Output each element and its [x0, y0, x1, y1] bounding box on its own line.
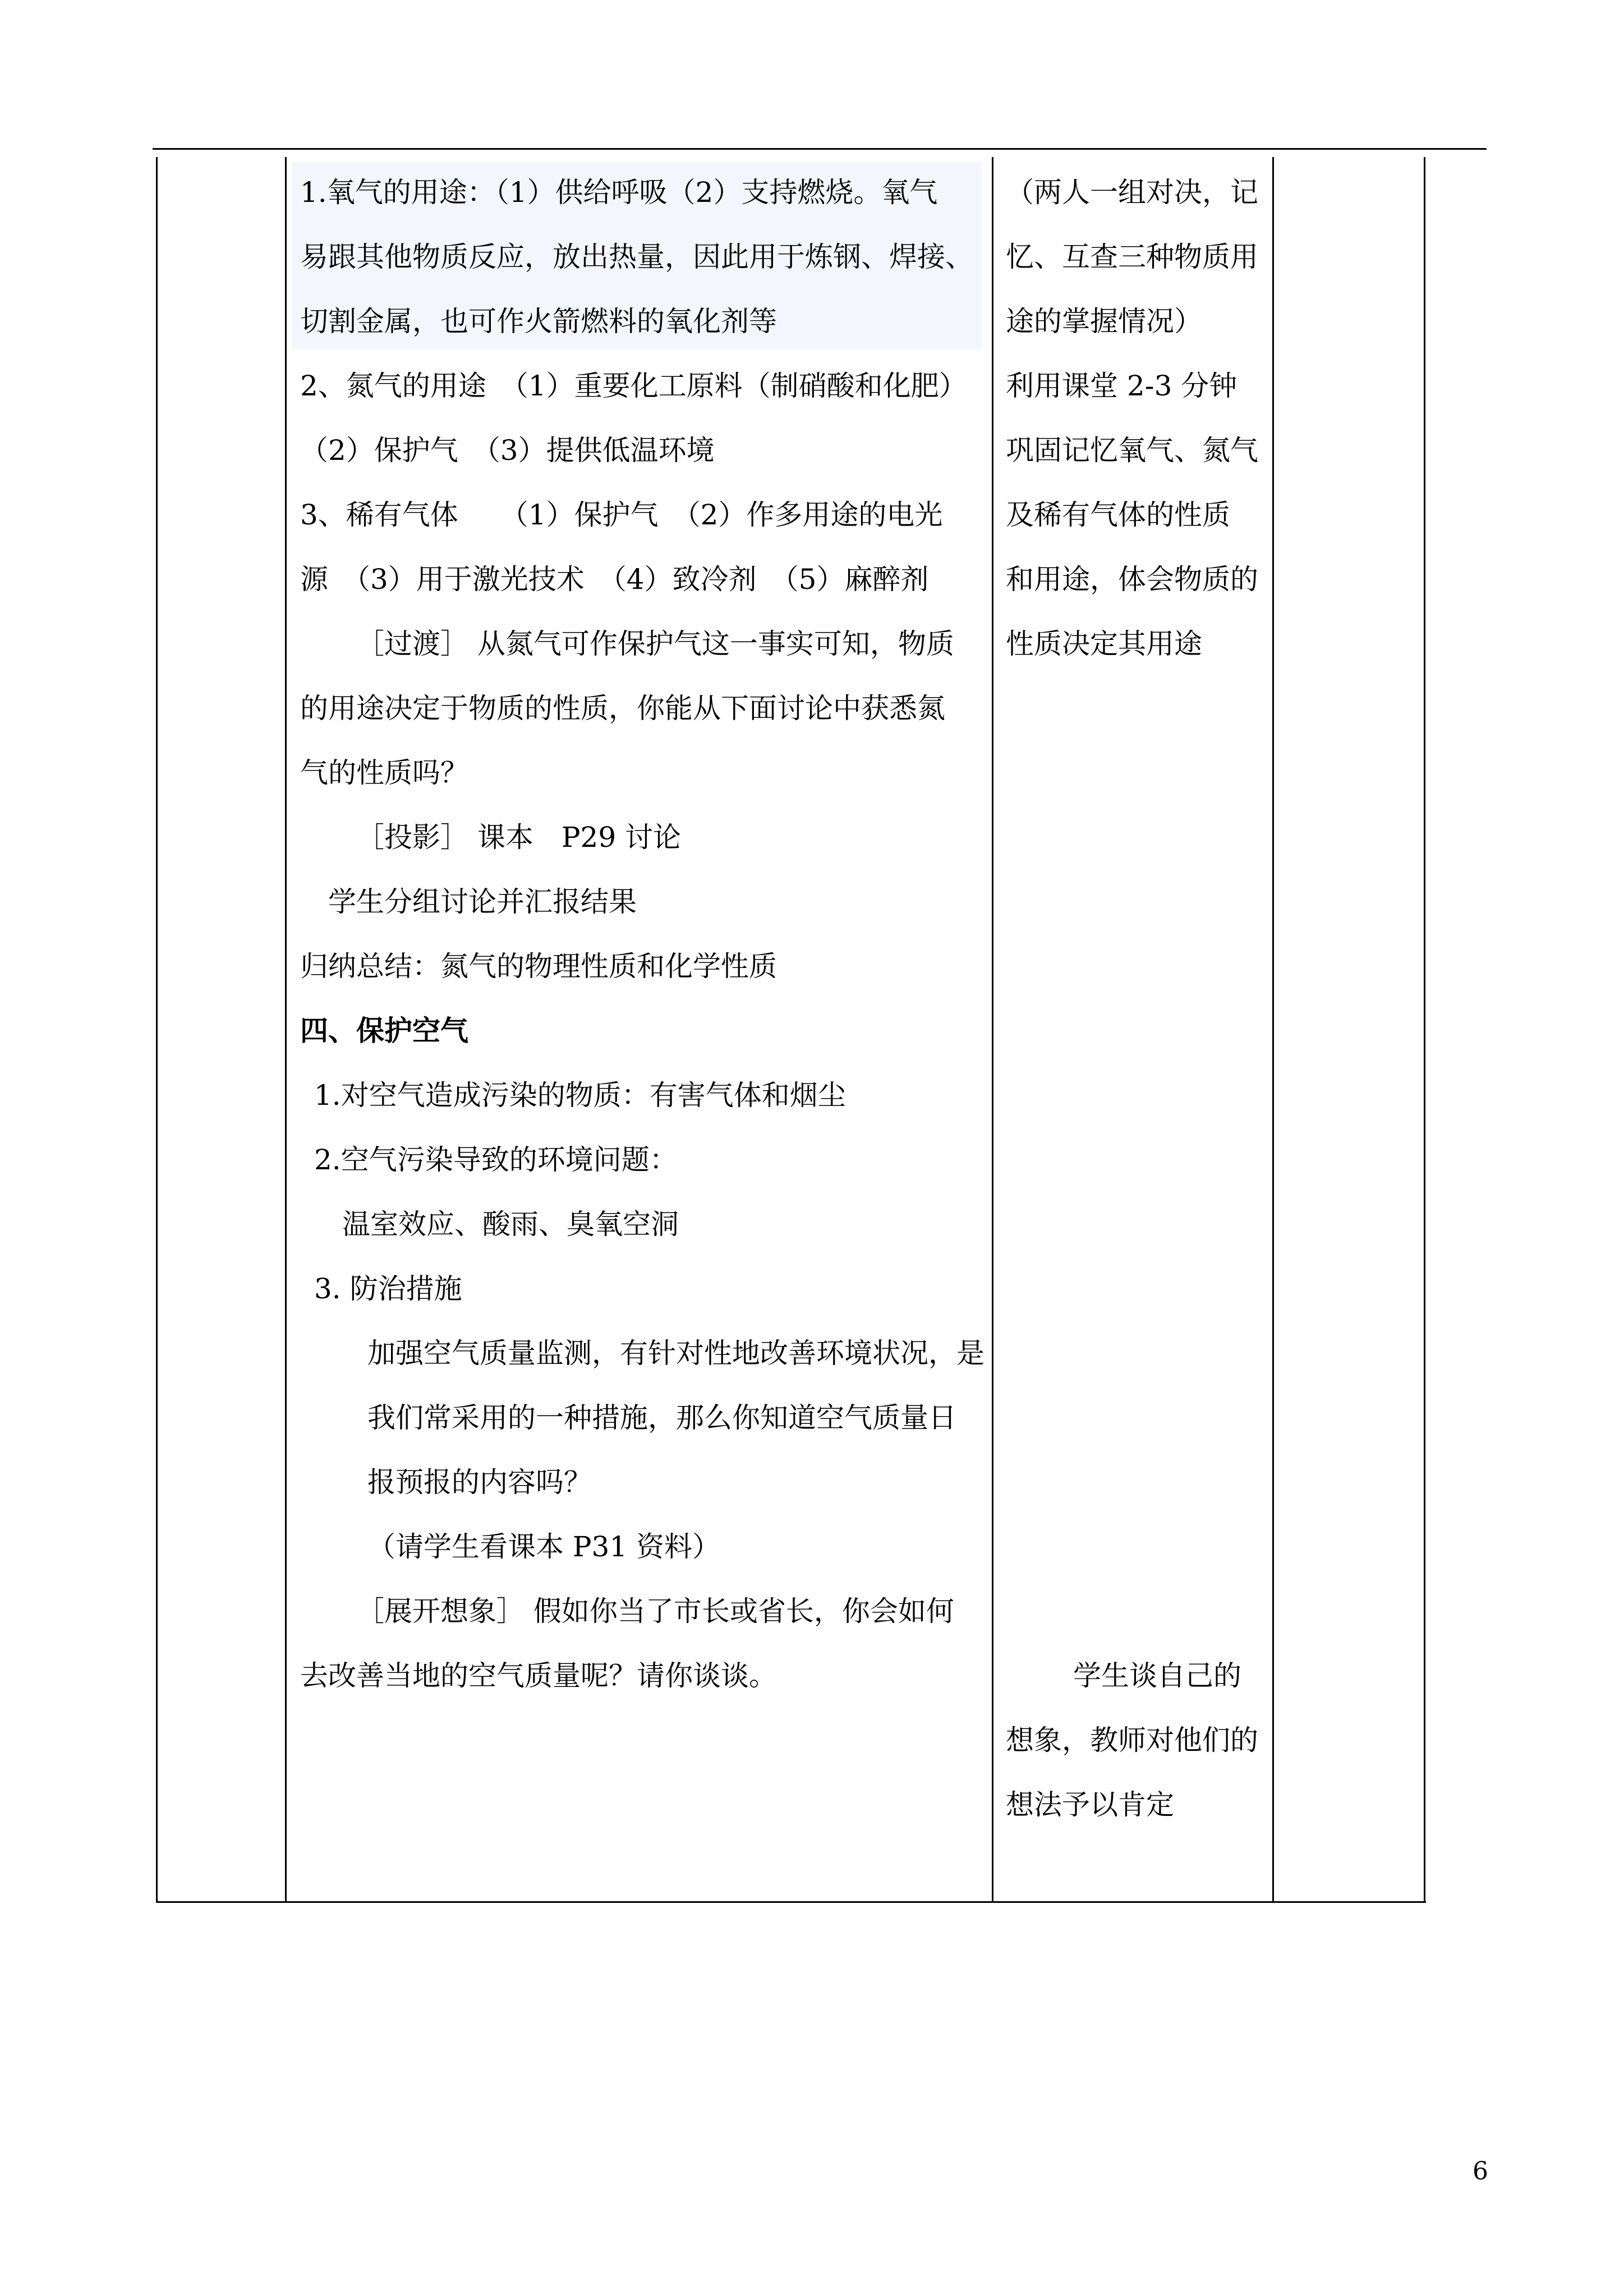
side-note-line: 想象，教师对他们的: [1006, 1724, 1258, 1756]
side-note-line: 途的掌握情况）: [1006, 305, 1202, 338]
content-line: 的用途决定于物质的性质，你能从下面讨论中获悉氮: [300, 692, 945, 725]
side-note-line: 忆、互查三种物质用: [1006, 241, 1258, 273]
content-line: ［过渡］ 从氮气可作保护气这一事实可知，物质: [356, 628, 954, 660]
content-line: 2、氮气的用途 （1）重要化工原料（制硝酸和化肥）: [300, 370, 967, 402]
header-rule: [153, 148, 1487, 150]
table-col-border-4: [1272, 157, 1274, 1903]
side-note-line: 和用途，体会物质的: [1006, 563, 1258, 596]
side-note-line: 巩固记忆氧气、氮气: [1006, 434, 1258, 467]
section-heading: 四、保护空气: [300, 1014, 468, 1047]
content-line: 我们常采用的一种措施，那么你知道空气质量日: [367, 1401, 956, 1434]
side-note-line: 利用课堂 2-3 分钟: [1006, 370, 1237, 402]
content-line: 气的性质吗？: [300, 757, 468, 789]
side-note-line: 性质决定其用途: [1006, 628, 1202, 660]
table-col-border-3: [992, 157, 993, 1903]
content-line: 1.氧气的用途：（1）供给呼吸（2）支持燃烧。氧气: [300, 176, 938, 209]
content-line: 加强空气质量监测，有针对性地改善环境状况，是: [367, 1337, 984, 1370]
content-line: 归纳总结：氮气的物理性质和化学性质: [300, 950, 777, 983]
content-line: 温室效应、酸雨、臭氧空洞: [342, 1208, 679, 1241]
content-line: ［展开想象］ 假如你当了市长或省长，你会如何: [356, 1595, 954, 1628]
table-bottom-border: [156, 1901, 1426, 1903]
content-line: 源 （3）用于激光技术 （4）致冷剂 （5）麻醉剂: [300, 563, 929, 596]
content-line: 易跟其他物质反应，放出热量，因此用于炼钢、焊接、: [300, 241, 973, 273]
side-note-line: 学生谈自己的: [1073, 1659, 1241, 1692]
table-col-border-2: [285, 157, 287, 1903]
content-line: 3. 防治措施: [314, 1273, 462, 1305]
content-line: 1.对空气造成污染的物质：有害气体和烟尘: [314, 1079, 846, 1112]
content-line: 报预报的内容吗？: [367, 1466, 592, 1499]
content-line: （2）保护气 （3）提供低温环境: [300, 434, 715, 467]
content-line: 去改善当地的空气质量呢？请你谈谈。: [300, 1659, 777, 1692]
content-line: （请学生看课本 P31 资料）: [367, 1530, 721, 1563]
side-note-line: 及稀有气体的性质: [1006, 499, 1230, 531]
table-col-border-1: [156, 157, 158, 1903]
content-line: 2.空气污染导致的环境问题：: [314, 1144, 678, 1176]
content-line: 切割金属，也可作火箭燃料的氧化剂等: [300, 305, 777, 338]
side-note-line: （两人一组对决，记: [1006, 176, 1258, 209]
content-line: ［投影］ 课本 P29 讨论: [356, 821, 682, 854]
content-line: 3、稀有气体 （1）保护气 （2）作多用途的电光: [300, 499, 943, 531]
content-line: 学生分组讨论并汇报结果: [328, 886, 637, 918]
page-number: 6: [1473, 2157, 1488, 2186]
side-note-line: 想法予以肯定: [1006, 1788, 1174, 1821]
table-col-border-5: [1424, 157, 1425, 1903]
